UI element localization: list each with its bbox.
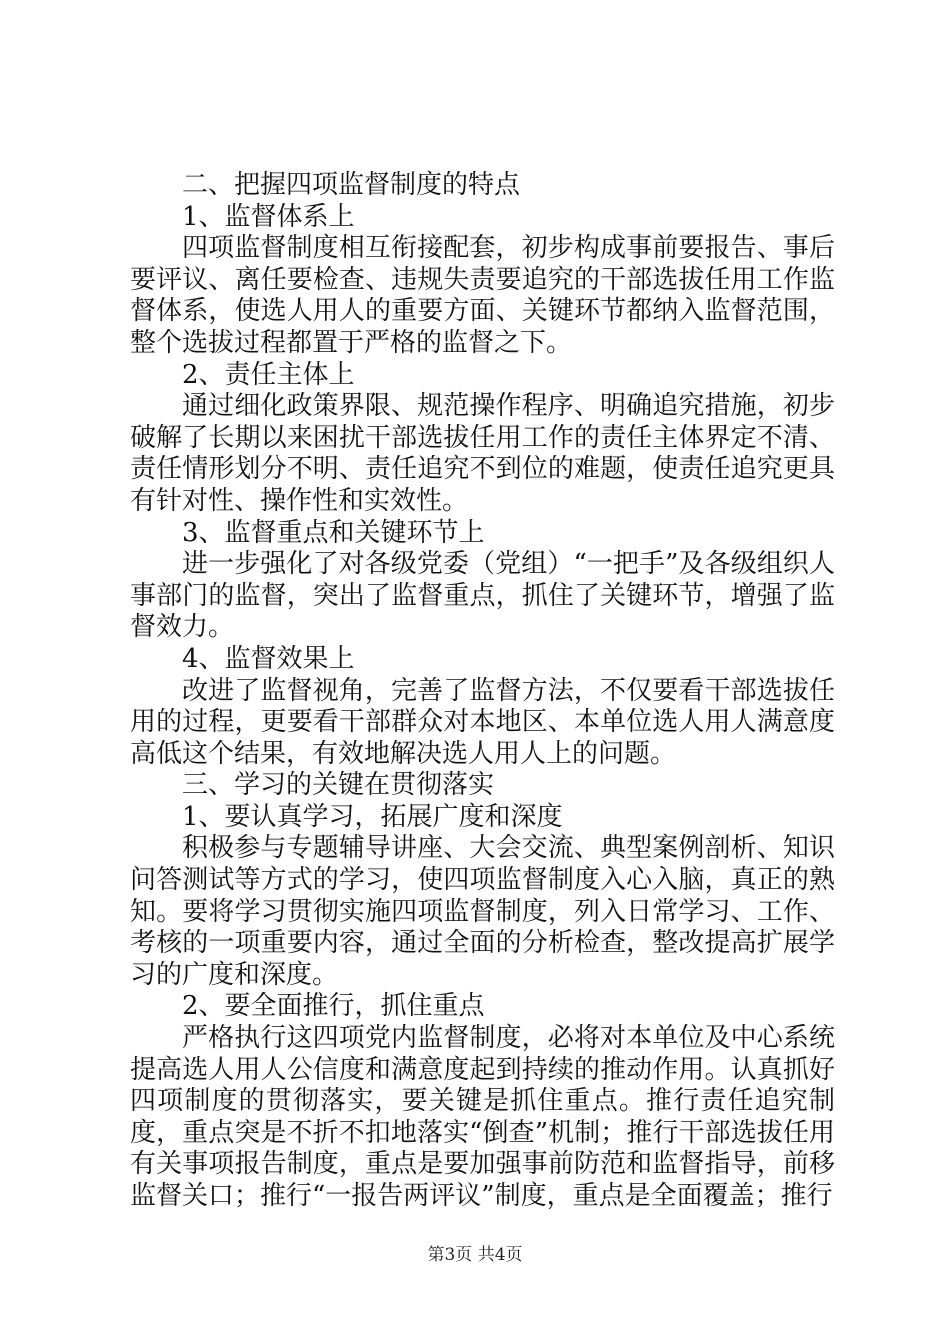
- subsection-heading: 3、监督重点和关键环节上: [182, 517, 485, 548]
- body-paragraph: 严格执行这四项党内监督制度，必将对本单位及中心系统提高选人用人公信度和满意度起到持续的推动作用。认真抓好四项制度的贯彻落实，要关键是抓住重点。推行责任追究制度，重点突是不折不扣地落实“倒查”机制；推行干部选拔任用有关事项报告制度，重点是要加强事前防范和监督指导，前移监督关口；推行“一报告两评议”制度，重点是全面覆盖；推行: [130, 1023, 835, 1211]
- subsection-heading: 4、监督效果上: [182, 643, 355, 674]
- body-paragraph: 积极参与专题辅导讲座、大会交流、典型案例剖析、知识问答测试等方式的学习，使四项监督制度入心入脑，真正的熟知。要将学习贯彻实施四项监督制度，列入日常学习、工作、考核的一项重要内容，通过全面的分析检查，整改提高扩展学习的广度和深度。: [130, 833, 835, 990]
- page-number-footer: 第3页 共4页: [427, 1245, 523, 1265]
- section-heading: 三、学习的关键在贯彻落实: [182, 770, 495, 801]
- body-paragraph: 四项监督制度相互衔接配套，初步构成事前要报告、事后要评议、离任要检查、违规失责要追究的干部选拔任用工作监督体系，使选人用人的重要方面、关键环节都纳入监督范围，整个选拔过程都置于严格的监督之下。: [130, 233, 835, 358]
- subsection-heading: 2、责任主体上: [182, 359, 355, 390]
- body-paragraph: 进一步强化了对各级党委（党组）“一把手”及各级组织人事部门的监督，突出了监督重点，抓住了关键环节，增强了监督效力。: [130, 549, 835, 643]
- section-heading: 二、把握四项监督制度的特点: [182, 170, 521, 200]
- subsection-heading: 1、要认真学习，拓展广度和深度: [182, 801, 563, 832]
- document-body: [130, 170, 835, 1213]
- subsection-heading: 1、监督体系上: [182, 201, 355, 232]
- body-paragraph: 改进了监督视角，完善了监督方法，不仅要看干部选拔任用的过程，更要看干部群众对本地区、本单位选人用人满意度高低这个结果，有效地解决选人用人上的问题。: [130, 675, 835, 769]
- body-paragraph: 通过细化政策界限、规范操作程序、明确追究措施，初步破解了长期以来困扰干部选拔任用工作的责任主体界定不清、责任情形划分不明、责任追究不到位的难题，使责任追究更具有针对性、操作性和实效性。: [130, 391, 835, 516]
- subsection-heading: 2、要全面推行，抓住重点: [182, 991, 485, 1022]
